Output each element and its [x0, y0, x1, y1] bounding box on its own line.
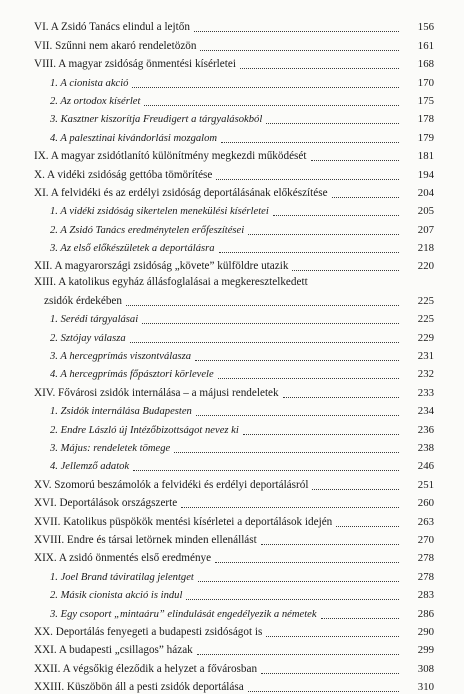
toc-entry-title: 3. Az első előkészületek a deportálásra: [50, 243, 215, 255]
toc-entry-title: XXI. A budapesti „csillagos” házak: [34, 644, 193, 657]
toc-dot-leader: [219, 251, 399, 253]
toc-dot-leader: [198, 580, 399, 582]
toc-entry-title: XIII. A katolikus egyház állásfoglalásai a megkeresztelkedett: [34, 276, 308, 289]
toc-dot-leader: [243, 433, 399, 435]
toc-page-number: 204: [417, 186, 434, 199]
toc-subentry: [34, 418, 434, 436]
toc-page-number: 299: [417, 644, 434, 657]
toc-entry: [34, 53, 434, 71]
toc-dot-leader: [266, 635, 399, 637]
toc-entry-title: 1. Serédi tárgyalásai: [50, 314, 139, 326]
toc-dot-leader: [266, 122, 399, 124]
toc-dot-leader: [195, 359, 399, 361]
toc-entry-title: 3. Május: rendeletek tömege: [50, 442, 171, 454]
toc-page-number: 263: [417, 515, 434, 528]
toc-entry-title: X. A vidéki zsidóság gettóba tömörítése: [34, 168, 213, 181]
toc-page-number: 231: [417, 350, 434, 363]
toc-entry: [34, 510, 434, 528]
toc-dot-leader: [292, 269, 399, 271]
toc-dot-leader: [215, 561, 399, 563]
toc-entry: [34, 289, 434, 307]
toc-subentry: [34, 326, 434, 344]
toc-entry: [34, 16, 434, 34]
toc-dot-leader: [174, 451, 399, 453]
toc-dot-leader: [261, 672, 399, 674]
toc-dot-leader: [133, 469, 399, 471]
toc-entry-title: VI. A Zsidó Tanács elindul a lejtőn: [34, 21, 190, 34]
toc-entry: [34, 381, 434, 399]
toc-subentry: [34, 237, 434, 255]
toc-page-number: 175: [417, 94, 434, 107]
toc-page-number: 207: [417, 223, 434, 236]
toc-entry-title: zsidók érdekében: [44, 294, 122, 307]
toc-dot-leader: [221, 141, 399, 143]
toc-dot-leader: [142, 322, 399, 324]
toc-dot-leader: [261, 543, 399, 545]
toc-page-number: 234: [417, 405, 434, 418]
toc-page-number: 181: [417, 150, 434, 163]
toc-entry-title: 2. Az ortodox kísérlet: [50, 95, 141, 107]
toc-entry-title: 2. Másik cionista akció is indul: [50, 590, 183, 602]
toc-dot-leader: [216, 178, 399, 180]
toc-page-number: 178: [417, 113, 434, 126]
toc-dot-leader: [332, 196, 399, 198]
toc-entry-title: 3. Kasztner kiszorítja Freudigert a tárgyalásokból: [50, 114, 263, 126]
toc-dot-leader: [240, 67, 399, 69]
toc-page-number: 270: [417, 533, 434, 546]
toc-dot-leader: [126, 304, 399, 306]
toc-entry-title: 1. Joel Brand táviratilag jelentget: [50, 571, 194, 583]
toc-entry: [34, 621, 434, 639]
table-of-contents: [34, 16, 434, 694]
toc-subentry: [34, 108, 434, 126]
toc-subentry: [34, 345, 434, 363]
toc-dot-leader: [336, 525, 399, 527]
toc-dot-leader: [283, 396, 399, 398]
toc-page-number: 194: [417, 168, 434, 181]
toc-dot-leader: [181, 506, 399, 508]
toc-subentry: [34, 455, 434, 473]
toc-page-number: 225: [417, 294, 434, 307]
toc-entry-title: XIX. A zsidó önmentés első eredménye: [34, 552, 212, 565]
toc-dot-leader: [132, 86, 399, 88]
toc-dot-leader: [321, 617, 399, 619]
toc-page-number: 290: [417, 625, 434, 638]
toc-entry-title: 4. A hercegprímás főpásztori körlevele: [50, 369, 214, 381]
toc-entry-title: XXII. A végsőkig éleződik a helyzet a fővárosban: [34, 662, 258, 675]
toc-subentry: [34, 602, 434, 620]
toc-subentry: [34, 584, 434, 602]
toc-subentry: [34, 308, 434, 326]
toc-page-number: 205: [417, 205, 434, 218]
toc-page-number: 283: [417, 589, 434, 602]
toc-page-number: 156: [417, 21, 434, 34]
toc-page-number: 225: [417, 313, 434, 326]
toc-entry-title: XVIII. Endre és társai letörnek minden ellenállást: [34, 533, 257, 546]
toc-page-number: 232: [417, 368, 434, 381]
toc-dot-leader: [196, 414, 399, 416]
toc-dot-leader: [312, 488, 399, 490]
toc-page-number: 286: [417, 607, 434, 620]
toc-page-number: 310: [417, 681, 434, 694]
toc-subentry: [34, 218, 434, 236]
toc-entry: [34, 657, 434, 675]
toc-entry: [34, 529, 434, 547]
toc-entry: [34, 492, 434, 510]
toc-entry: [34, 473, 434, 491]
toc-entry: [34, 676, 434, 694]
toc-entry: [34, 255, 434, 273]
toc-entry-title: XI. A felvidéki és az erdélyi zsidóság deportálásának előkészítése: [34, 186, 328, 199]
toc-entry: [34, 34, 434, 52]
toc-page-number: 278: [417, 570, 434, 583]
toc-dot-leader: [248, 233, 399, 235]
toc-page-number: 179: [417, 131, 434, 144]
toc-page-number: 168: [417, 58, 434, 71]
toc-dot-leader: [218, 377, 399, 379]
toc-entry-title: 4. A palesztinai kivándorlási mozgalom: [50, 132, 218, 144]
toc-page-number: 260: [417, 497, 434, 510]
toc-dot-leader: [130, 341, 399, 343]
toc-subentry: [34, 400, 434, 418]
toc-subentry: [34, 90, 434, 108]
toc-dot-leader: [311, 159, 400, 161]
toc-dot-leader: [273, 214, 399, 216]
toc-page-number: 161: [417, 39, 434, 52]
toc-entry-title: 3. Egy csoport „mintaáru” elindulását engedélyezik a németek: [50, 608, 317, 620]
toc-page-number: 308: [417, 662, 434, 675]
toc-entry-title: XX. Deportálás fenyegeti a budapesti zsidóságot is: [34, 625, 263, 638]
toc-entry-title: XV. Szomorú beszámolók a felvidéki és erdélyi deportálásról: [34, 478, 309, 491]
toc-entry-title: XVI. Deportálások országszerte: [34, 497, 178, 510]
toc-entry-title: 1. A cionista akció: [50, 77, 129, 89]
toc-subentry: [34, 200, 434, 218]
toc-subentry: [34, 126, 434, 144]
toc-entry-title: 2. Endre László új Intézőbizottságot nevez ki: [50, 424, 239, 436]
toc-entry-title: XXIII. Küszöbön áll a pesti zsidók deportálása: [34, 681, 244, 694]
toc-page-number: 229: [417, 331, 434, 344]
toc-page-number: 238: [417, 441, 434, 454]
toc-page-number: 218: [417, 242, 434, 255]
toc-dot-leader: [197, 653, 399, 655]
toc-subentry: [34, 363, 434, 381]
toc-entry-title: 1. A vidéki zsidóság sikertelen menekülési kísérletei: [50, 206, 269, 218]
toc-subentry: [34, 565, 434, 583]
toc-entry: [34, 163, 434, 181]
toc-entry: [34, 145, 434, 163]
toc-dot-leader: [186, 598, 399, 600]
toc-page-number: 278: [417, 552, 434, 565]
toc-entry-title: 1. Zsidók internálása Budapesten: [50, 406, 192, 418]
toc-dot-leader: [194, 30, 399, 32]
toc-subentry: [34, 437, 434, 455]
toc-entry-title: IX. A magyar zsidótlanító különítmény megkezdi működését: [34, 150, 307, 163]
toc-entry-title: VII. Szűnni nem akaró rendeletözön: [34, 39, 197, 52]
toc-page-number: 236: [417, 423, 434, 436]
toc-page-number: 251: [417, 478, 434, 491]
toc-entry: [34, 547, 434, 565]
toc-page-number: 220: [417, 260, 434, 273]
toc-entry: [34, 182, 434, 200]
toc-entry-title: 3. A hercegprímás viszontválasza: [50, 351, 192, 363]
toc-subentry: [34, 71, 434, 89]
toc-entry: [34, 639, 434, 657]
toc-dot-leader: [200, 49, 399, 51]
toc-entry-title: XVII. Katolikus püspökök mentési kísérletei a deportálások idején: [34, 515, 333, 528]
toc-entry-title: VIII. A magyar zsidóság önmentési kísérletei: [34, 58, 236, 71]
toc-page-number: 246: [417, 460, 434, 473]
toc-page-number: 170: [417, 76, 434, 89]
toc-entry-title: 2. Sztójay válasza: [50, 332, 126, 344]
toc-entry: [34, 273, 434, 289]
toc-dot-leader: [248, 690, 399, 692]
toc-entry-title: XIV. Fővárosi zsidók internálása – a májusi rendeletek: [34, 386, 279, 399]
toc-dot-leader: [144, 104, 399, 106]
toc-entry-title: XII. A magyarországi zsidóság „követe” külföldre utazik: [34, 260, 289, 273]
toc-entry-title: 2. A Zsidó Tanács eredménytelen erőfeszítései: [50, 224, 245, 236]
toc-entry-title: 4. Jellemző adatok: [50, 461, 130, 473]
toc-page-number: 233: [417, 386, 434, 399]
